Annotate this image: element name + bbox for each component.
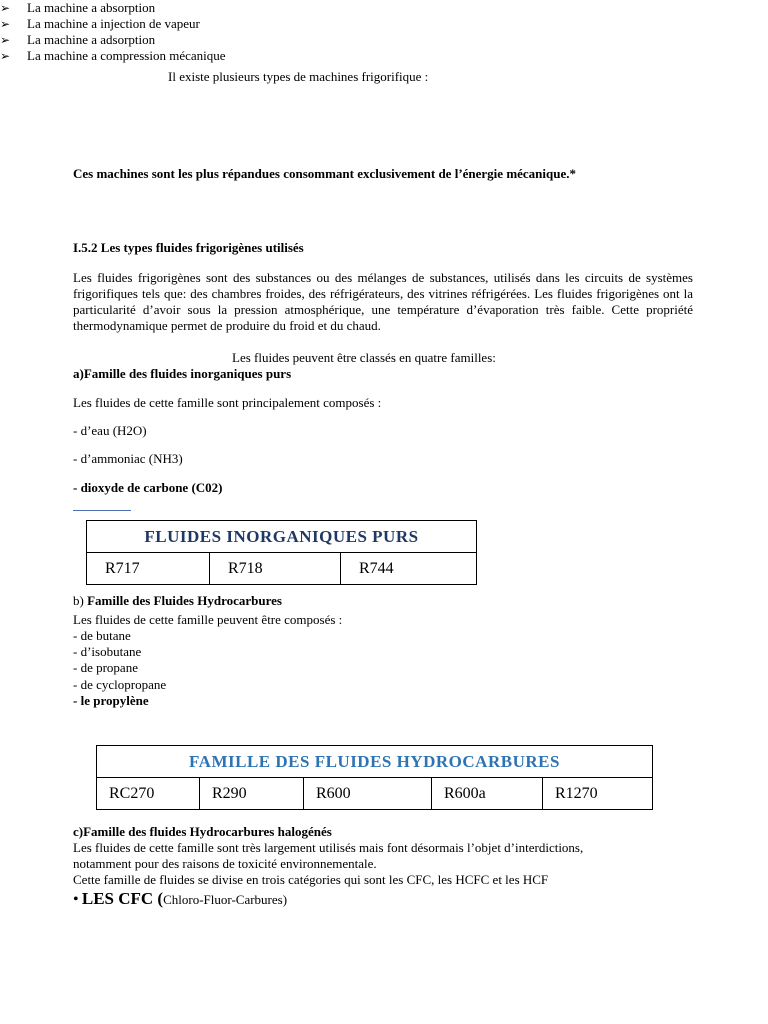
hydrocarbon-table — [96, 745, 653, 810]
arrow-bullet-icon: ➢ — [0, 1, 11, 15]
paragraph: Les fluides frigorigènes sont des substances ou des mélanges de substances, utilisés dans les circuits de systèmes frigorifiques tels que: des chambres froides, des réfrigérateurs, des vitrines réfrigérées. Les fluides frigorigènes ont la particularité d’avoir sous la pression atmosphérique, une température d’évaporation très faible. Cette propriété thermodynamique permet de produire du froid et du chaud. — [73, 270, 693, 333]
family-b-item: - d’isobutane — [73, 644, 142, 659]
family-c-line: notamment pour des raisons de toxicité environnementale. — [73, 856, 377, 871]
table-cell: R718 — [210, 553, 341, 585]
note-line: Ces machines sont les plus répandues consommant exclusivement de l’énergie mécanique.* — [73, 166, 577, 181]
family-a-item: - d’eau (H2O) — [73, 423, 147, 438]
family-b-item: - de propane — [73, 660, 138, 675]
inorganic-table — [86, 520, 477, 585]
family-b-prefix: b) — [73, 593, 88, 608]
family-a-intro: Les fluides de cette famille sont principalement composés : — [73, 395, 382, 410]
arrow-bullet-icon: ➢ — [0, 33, 11, 47]
table-title: FAMILLE DES FLUIDES HYDROCARBURES — [97, 746, 653, 778]
cfc-expansion: Chloro-Fluor-Carbures) — [163, 892, 288, 907]
table-title: FLUIDES INORGANIQUES PURS — [87, 521, 477, 553]
family-b-item: - de cyclopropane — [73, 677, 167, 692]
list-item: ➢ La machine a absorption — [0, 0, 156, 15]
list-item: ➢ La machine a injection de vapeur — [0, 16, 200, 31]
family-c-line: Les fluides de cette famille sont très largement utilisés mais font désormais l’objet d’interdictions, — [73, 840, 584, 855]
family-a-item: - dioxyde de carbone (C02) — [73, 480, 223, 495]
family-b-title: Famille des Fluides Hydrocarbures — [87, 593, 282, 608]
cfc-line — [73, 889, 287, 910]
arrow-bullet-icon: ➢ — [0, 49, 11, 63]
arrow-bullet-icon: ➢ — [0, 17, 11, 31]
family-c-heading: c)Famille des fluides Hydrocarbures halogénés — [73, 824, 332, 839]
family-a-heading: a)Famille des fluides inorganiques purs — [73, 366, 292, 381]
table-cell: R1270 — [543, 778, 653, 810]
section-heading: I.5.2 Les types fluides frigorigènes utilisés — [73, 240, 304, 255]
family-b-intro: Les fluides de cette famille peuvent être composés : — [73, 612, 343, 627]
table-cell: RC270 — [97, 778, 200, 810]
family-a-item: - d’ammoniac (NH3) — [73, 451, 183, 466]
list-item: ➢ La machine a adsorption — [0, 32, 156, 47]
family-b-item: - de butane — [73, 628, 131, 643]
table-cell: R717 — [87, 553, 210, 585]
classes-line: Les fluides peuvent être classés en quatre familles: — [232, 350, 496, 365]
machine-list — [0, 0, 768, 64]
divider — [73, 510, 131, 511]
family-c-line: Cette famille de fluides se divise en trois catégories qui sont les CFC, les HCFC et les HCF — [73, 872, 549, 887]
table-cell: R290 — [200, 778, 304, 810]
bullet-icon: • — [73, 891, 79, 908]
table-cell: R600a — [432, 778, 543, 810]
cfc-label: LES CFC ( — [81, 889, 164, 908]
table-cell: R744 — [341, 553, 477, 585]
table-cell: R600 — [304, 778, 432, 810]
list-item: ➢ La machine a compression mécanique — [0, 48, 226, 63]
intro-line: Il existe plusieurs types de machines frigorifique : — [168, 69, 429, 84]
family-b-item: - le propylène — [73, 693, 149, 708]
family-b-heading — [73, 593, 282, 609]
